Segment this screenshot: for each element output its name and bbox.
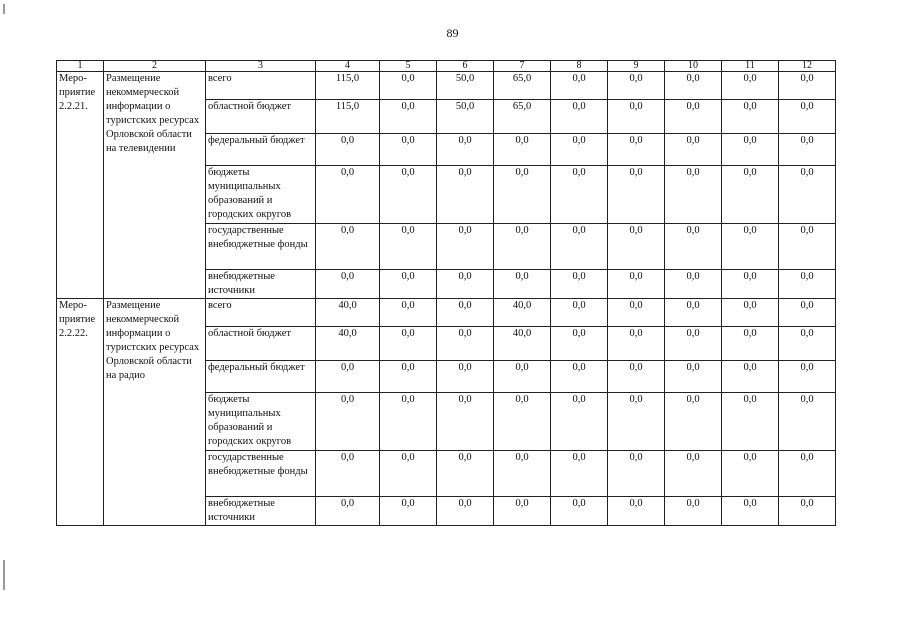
- amount-cell: 0,0: [608, 134, 665, 166]
- amount-cell: 40,0: [316, 299, 380, 327]
- column-header: 2: [104, 61, 206, 72]
- funding-source-cell: федеральный бюджет: [206, 361, 316, 393]
- amount-cell: 0,0: [722, 72, 779, 100]
- funding-source-cell: всего: [206, 299, 316, 327]
- amount-cell: 0,0: [551, 100, 608, 134]
- funding-source-cell: государственные внебюджетные фонды: [206, 451, 316, 497]
- amount-cell: 0,0: [665, 224, 722, 270]
- amount-cell: 0,0: [380, 100, 437, 134]
- amount-cell: 0,0: [608, 166, 665, 224]
- funding-source-cell: бюджеты муниципальных образований и городских округов: [206, 166, 316, 224]
- amount-cell: 0,0: [608, 72, 665, 100]
- amount-cell: 0,0: [665, 451, 722, 497]
- amount-cell: 0,0: [608, 497, 665, 526]
- table-row: [57, 299, 836, 327]
- amount-cell: 0,0: [437, 327, 494, 361]
- amount-cell: 0,0: [665, 327, 722, 361]
- amount-cell: 0,0: [779, 327, 836, 361]
- funding-source-cell: внебюджетные источники: [206, 270, 316, 299]
- amount-cell: 0,0: [665, 100, 722, 134]
- amount-cell: 0,0: [665, 393, 722, 451]
- amount-cell: 65,0: [494, 100, 551, 134]
- column-header: 1: [57, 61, 104, 72]
- amount-cell: 0,0: [316, 497, 380, 526]
- amount-cell: 40,0: [494, 327, 551, 361]
- amount-cell: 50,0: [437, 72, 494, 100]
- amount-cell: 0,0: [437, 299, 494, 327]
- amount-cell: 0,0: [380, 166, 437, 224]
- amount-cell: 0,0: [608, 451, 665, 497]
- amount-cell: 0,0: [551, 299, 608, 327]
- amount-cell: 0,0: [722, 166, 779, 224]
- column-header: 6: [437, 61, 494, 72]
- amount-cell: 50,0: [437, 100, 494, 134]
- amount-cell: 0,0: [551, 72, 608, 100]
- event-code-cell: Меро- приятие 2.2.22.: [57, 299, 104, 526]
- amount-cell: 0,0: [722, 327, 779, 361]
- amount-cell: 0,0: [437, 270, 494, 299]
- amount-cell: 65,0: [494, 72, 551, 100]
- amount-cell: 0,0: [494, 224, 551, 270]
- column-header: 10: [665, 61, 722, 72]
- amount-cell: 0,0: [494, 270, 551, 299]
- amount-cell: 0,0: [608, 224, 665, 270]
- amount-cell: 0,0: [779, 497, 836, 526]
- amount-cell: 0,0: [316, 134, 380, 166]
- amount-cell: 0,0: [608, 361, 665, 393]
- amount-cell: 0,0: [380, 270, 437, 299]
- amount-cell: 0,0: [494, 134, 551, 166]
- event-description-cell: Размещение некоммерческой информации о туристских ресурсах Орловской области на радио: [104, 299, 206, 526]
- amount-cell: 0,0: [380, 224, 437, 270]
- amount-cell: 0,0: [722, 451, 779, 497]
- amount-cell: 0,0: [380, 451, 437, 497]
- amount-cell: 0,0: [380, 327, 437, 361]
- amount-cell: 0,0: [779, 72, 836, 100]
- column-header: 8: [551, 61, 608, 72]
- column-header: 11: [722, 61, 779, 72]
- margin-mark: [3, 4, 5, 14]
- amount-cell: 0,0: [608, 270, 665, 299]
- amount-cell: 0,0: [551, 270, 608, 299]
- amount-cell: 0,0: [551, 166, 608, 224]
- amount-cell: 0,0: [665, 134, 722, 166]
- amount-cell: 0,0: [437, 393, 494, 451]
- amount-cell: 0,0: [316, 224, 380, 270]
- amount-cell: 0,0: [437, 451, 494, 497]
- amount-cell: 0,0: [316, 166, 380, 224]
- amount-cell: 0,0: [316, 451, 380, 497]
- amount-cell: 40,0: [316, 327, 380, 361]
- amount-cell: 0,0: [779, 270, 836, 299]
- margin-mark: [3, 560, 5, 590]
- amount-cell: 0,0: [665, 497, 722, 526]
- amount-cell: 0,0: [665, 361, 722, 393]
- amount-cell: 0,0: [551, 224, 608, 270]
- amount-cell: 0,0: [608, 299, 665, 327]
- amount-cell: 0,0: [665, 72, 722, 100]
- amount-cell: 0,0: [551, 361, 608, 393]
- event-code-cell: Меро- приятие 2.2.21.: [57, 72, 104, 299]
- header-row: [57, 61, 836, 72]
- amount-cell: 0,0: [722, 497, 779, 526]
- amount-cell: 0,0: [722, 224, 779, 270]
- funding-source-cell: федеральный бюджет: [206, 134, 316, 166]
- amount-cell: 0,0: [608, 393, 665, 451]
- amount-cell: 0,0: [380, 497, 437, 526]
- amount-cell: 0,0: [779, 166, 836, 224]
- amount-cell: 0,0: [316, 361, 380, 393]
- amount-cell: 0,0: [494, 166, 551, 224]
- column-header: 9: [608, 61, 665, 72]
- table-body: [57, 72, 836, 526]
- amount-cell: 0,0: [608, 100, 665, 134]
- amount-cell: 0,0: [316, 270, 380, 299]
- amount-cell: 0,0: [551, 451, 608, 497]
- amount-cell: 0,0: [665, 166, 722, 224]
- amount-cell: 0,0: [722, 270, 779, 299]
- amount-cell: 0,0: [494, 497, 551, 526]
- amount-cell: 0,0: [665, 299, 722, 327]
- amount-cell: 0,0: [551, 393, 608, 451]
- funding-source-cell: областной бюджет: [206, 327, 316, 361]
- amount-cell: 0,0: [722, 393, 779, 451]
- amount-cell: 115,0: [316, 100, 380, 134]
- amount-cell: 0,0: [316, 393, 380, 451]
- funding-source-cell: областной бюджет: [206, 100, 316, 134]
- amount-cell: 0,0: [380, 72, 437, 100]
- page-number: 89: [446, 26, 459, 40]
- amount-cell: 0,0: [380, 361, 437, 393]
- table-row: [57, 72, 836, 100]
- amount-cell: 0,0: [551, 134, 608, 166]
- column-header: 3: [206, 61, 316, 72]
- amount-cell: 0,0: [779, 393, 836, 451]
- funding-source-cell: внебюджетные источники: [206, 497, 316, 526]
- amount-cell: 0,0: [494, 393, 551, 451]
- event-description-cell: Размещение некоммерческой информации о туристских ресурсах Орловской области на телевидении: [104, 72, 206, 299]
- amount-cell: 0,0: [722, 361, 779, 393]
- amount-cell: 40,0: [494, 299, 551, 327]
- amount-cell: 115,0: [316, 72, 380, 100]
- amount-cell: 0,0: [608, 327, 665, 361]
- amount-cell: 0,0: [437, 134, 494, 166]
- amount-cell: 0,0: [551, 327, 608, 361]
- amount-cell: 0,0: [437, 166, 494, 224]
- budget-table: [56, 60, 836, 526]
- funding-source-cell: всего: [206, 72, 316, 100]
- amount-cell: 0,0: [380, 393, 437, 451]
- amount-cell: 0,0: [494, 451, 551, 497]
- amount-cell: 0,0: [380, 134, 437, 166]
- column-header: 12: [779, 61, 836, 72]
- amount-cell: 0,0: [722, 100, 779, 134]
- amount-cell: 0,0: [722, 299, 779, 327]
- amount-cell: 0,0: [437, 497, 494, 526]
- amount-cell: 0,0: [494, 361, 551, 393]
- amount-cell: 0,0: [437, 224, 494, 270]
- amount-cell: 0,0: [665, 270, 722, 299]
- column-header: 7: [494, 61, 551, 72]
- amount-cell: 0,0: [779, 100, 836, 134]
- amount-cell: 0,0: [551, 497, 608, 526]
- column-header: 4: [316, 61, 380, 72]
- amount-cell: 0,0: [437, 361, 494, 393]
- amount-cell: 0,0: [779, 299, 836, 327]
- amount-cell: 0,0: [779, 134, 836, 166]
- amount-cell: 0,0: [380, 299, 437, 327]
- amount-cell: 0,0: [779, 224, 836, 270]
- funding-source-cell: бюджеты муниципальных образований и городских округов: [206, 393, 316, 451]
- column-header: 5: [380, 61, 437, 72]
- amount-cell: 0,0: [722, 134, 779, 166]
- funding-source-cell: государственные внебюджетные фонды: [206, 224, 316, 270]
- amount-cell: 0,0: [779, 361, 836, 393]
- amount-cell: 0,0: [779, 451, 836, 497]
